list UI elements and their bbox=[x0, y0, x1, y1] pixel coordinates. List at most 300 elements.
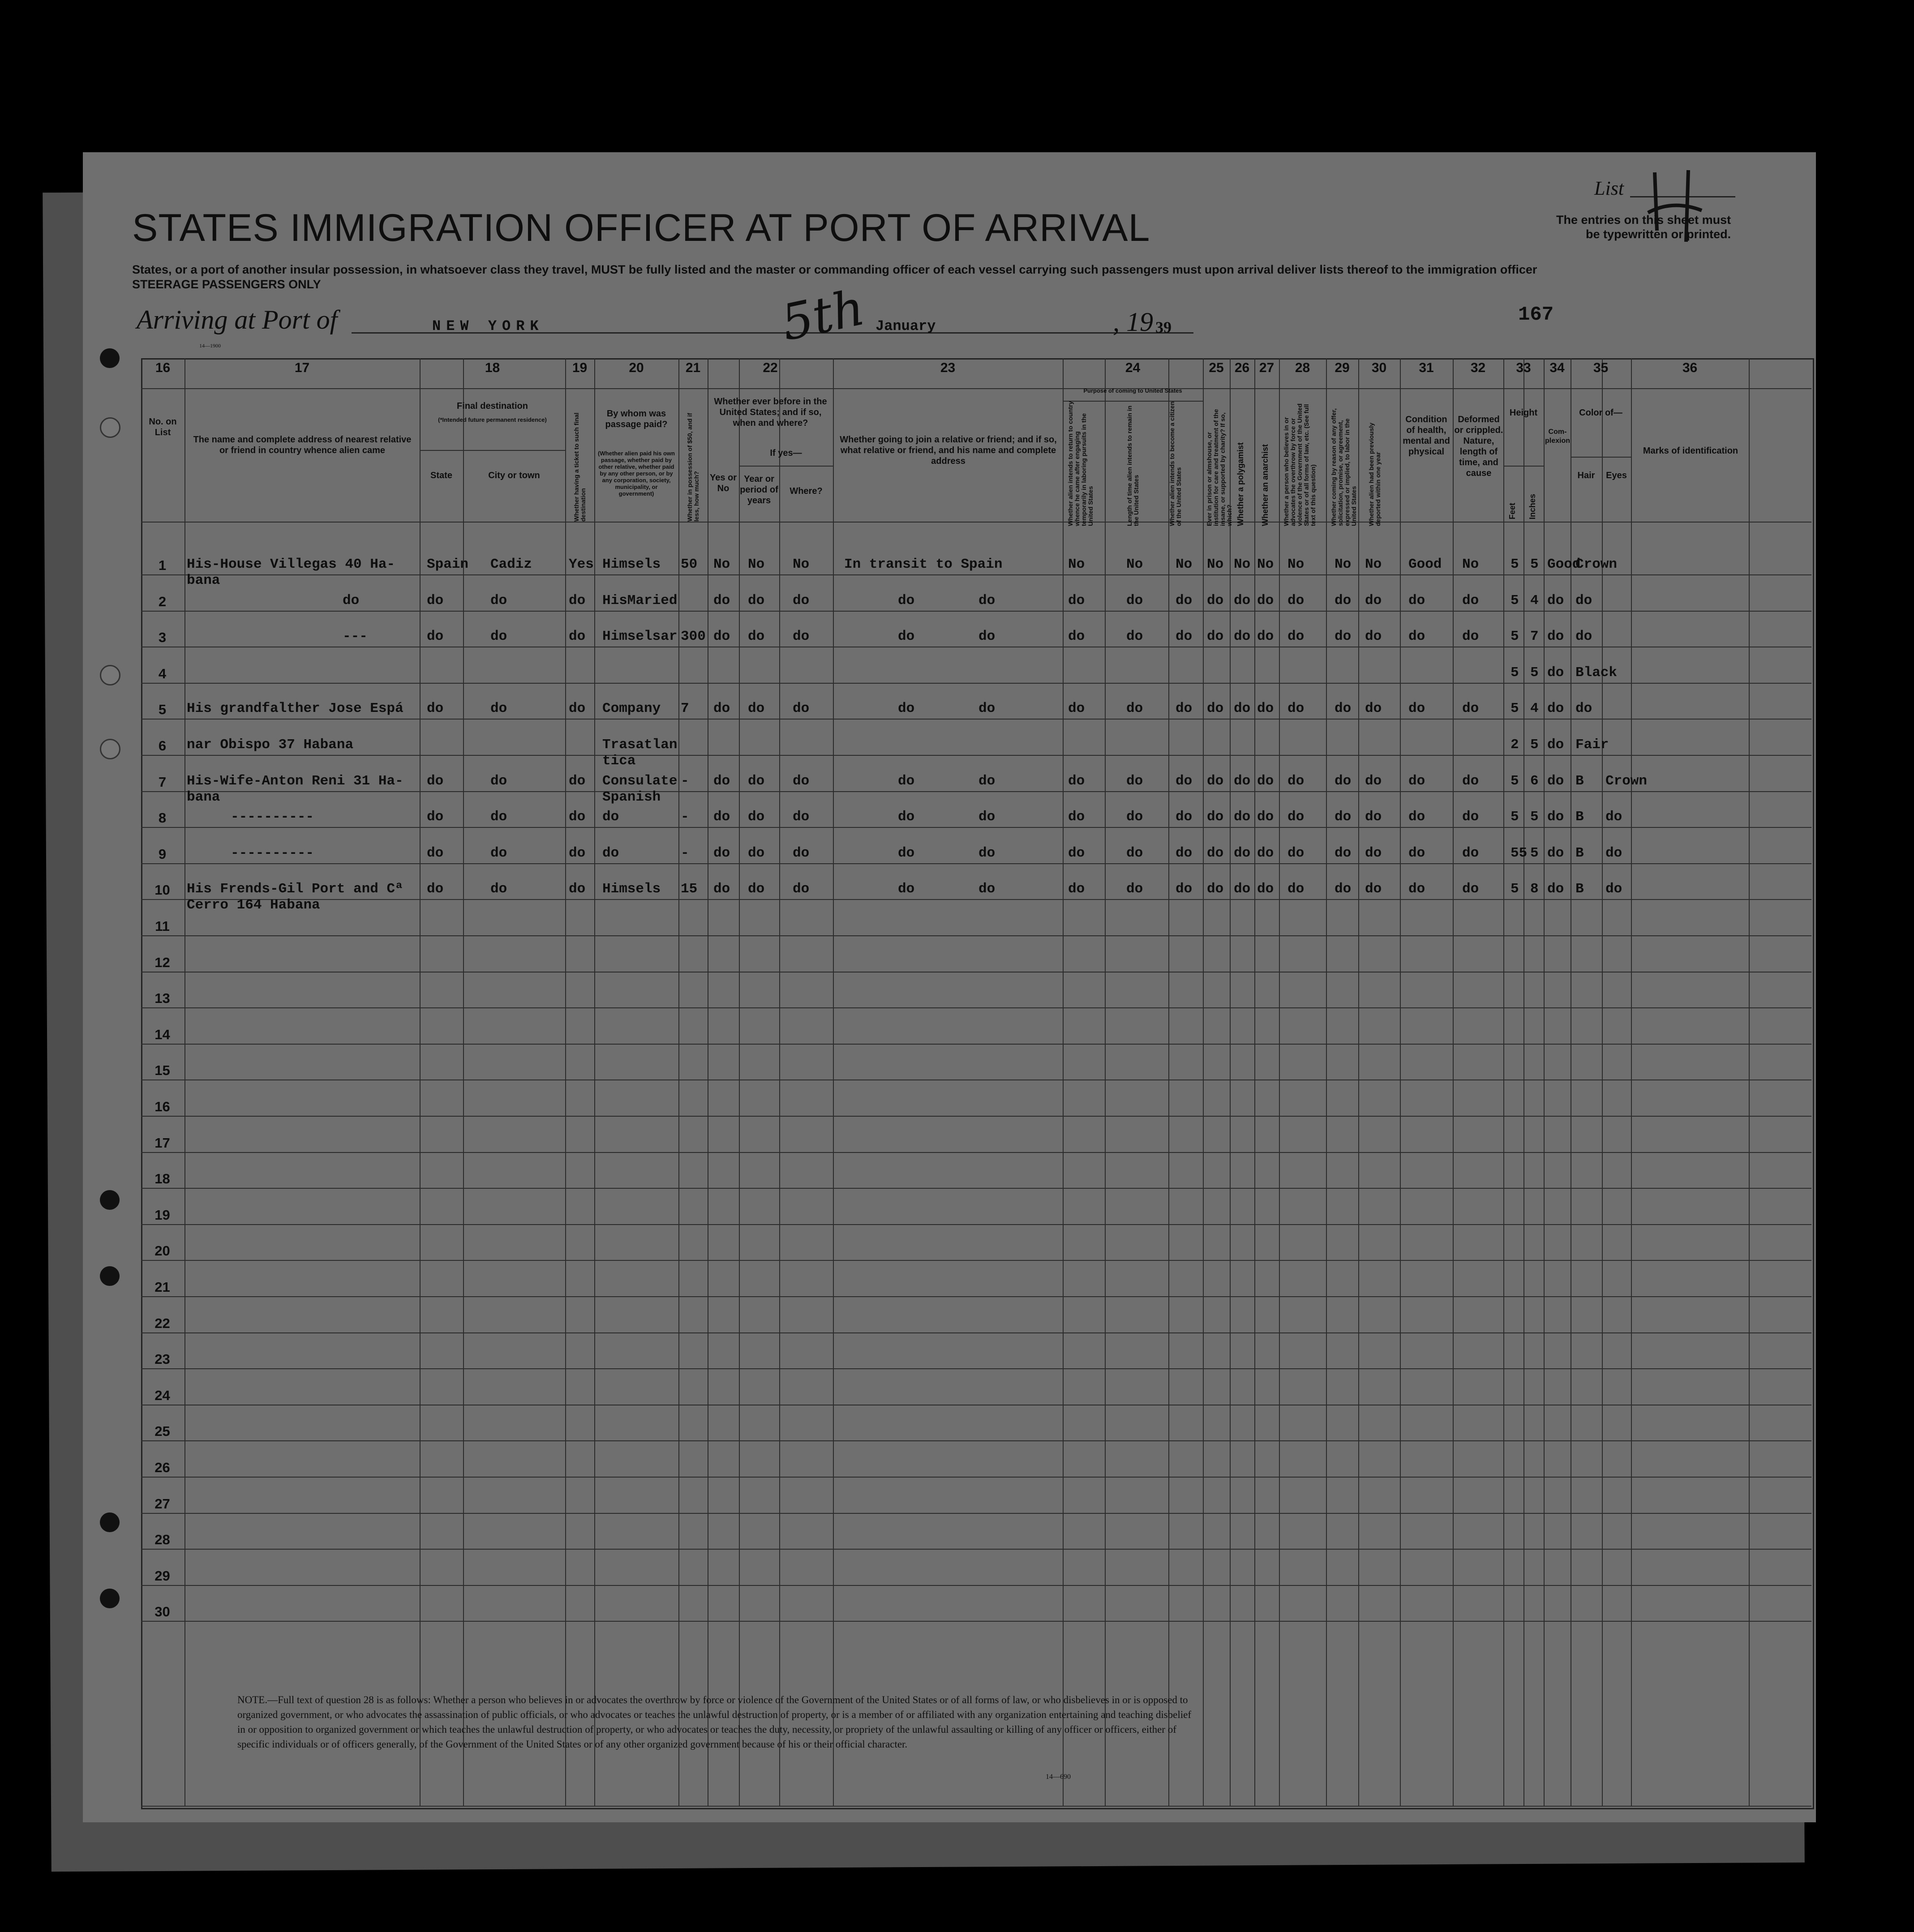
height-feet-cell: 5 bbox=[1511, 701, 1519, 716]
anarchist-cell: do bbox=[1257, 881, 1274, 897]
row-number: 15 bbox=[154, 1062, 170, 1078]
header-condition-health: Condition of health, mental and physical bbox=[1403, 415, 1450, 457]
labor-offer-cell: do bbox=[1335, 773, 1352, 789]
deformed-cell: do bbox=[1462, 809, 1479, 825]
before-us-cell: do bbox=[713, 593, 730, 608]
column-number: 19 bbox=[572, 360, 588, 375]
hair-cell: do bbox=[1575, 593, 1592, 608]
labor-offer-cell: No bbox=[1335, 557, 1352, 572]
purpose-citizen-cell: do bbox=[1176, 845, 1193, 861]
hair-cell: do bbox=[1575, 629, 1592, 644]
row-number: 10 bbox=[154, 882, 170, 898]
hair-cell: Fair bbox=[1575, 737, 1609, 753]
row-rule bbox=[141, 1044, 1811, 1045]
overthrow-cell: do bbox=[1287, 701, 1305, 716]
row-number: 19 bbox=[154, 1207, 170, 1223]
row-number: 14 bbox=[154, 1027, 170, 1042]
column-rule bbox=[594, 358, 595, 1807]
row-number: 5 bbox=[158, 702, 167, 717]
header-height: Height bbox=[1509, 408, 1538, 418]
name-cell: His grandfalther Jose Espá bbox=[187, 701, 403, 716]
column-number: 34 bbox=[1549, 360, 1565, 375]
join-relative-name-cell: do bbox=[978, 881, 996, 897]
year-cell: do bbox=[748, 809, 765, 825]
height-inches-cell: 5 bbox=[1530, 665, 1539, 681]
row-rule bbox=[141, 935, 1811, 936]
column-rule bbox=[1358, 358, 1359, 1807]
column-number: 18 bbox=[485, 360, 500, 375]
ticket-cell: do bbox=[569, 881, 586, 897]
height-inches-cell: 5 bbox=[1530, 845, 1539, 861]
column-rule bbox=[1279, 358, 1280, 1807]
name-cell: His-Wife-Anton Reni 31 Ha- bbox=[187, 773, 403, 789]
name-continuation: bana bbox=[187, 789, 220, 805]
city-cell: Cadiz bbox=[490, 557, 532, 572]
state-cell: do bbox=[427, 701, 444, 716]
purpose-length-cell: do bbox=[1126, 809, 1143, 825]
binder-hole bbox=[100, 348, 120, 368]
passage-cell: Company bbox=[602, 701, 661, 716]
row-number: 12 bbox=[154, 955, 170, 970]
column-number: 33 bbox=[1516, 360, 1531, 375]
state-cell: do bbox=[427, 845, 444, 861]
row-number: 1 bbox=[158, 557, 167, 573]
header-purpose-citizen: Whether alien intends to become a citizen of the United States bbox=[1168, 401, 1182, 526]
city-cell: do bbox=[490, 701, 507, 716]
overthrow-cell: do bbox=[1287, 845, 1305, 861]
column-number: 16 bbox=[155, 360, 171, 375]
column-rule bbox=[1544, 358, 1545, 1807]
deformed-cell: do bbox=[1462, 701, 1479, 716]
row-rule bbox=[141, 1332, 1811, 1333]
row-number: 11 bbox=[155, 918, 170, 934]
where-cell: do bbox=[793, 845, 810, 861]
overthrow-cell: do bbox=[1287, 593, 1305, 608]
column-rule bbox=[1523, 358, 1524, 1807]
header-nearest-relative: The name and complete address of nearest relative or friend in country whence alien came bbox=[193, 435, 412, 455]
money-cell: 15 bbox=[681, 881, 698, 897]
where-cell: do bbox=[793, 701, 810, 716]
column-number: 30 bbox=[1371, 360, 1387, 375]
overthrow-cell: do bbox=[1287, 881, 1305, 897]
hair-cell: do bbox=[1575, 701, 1592, 716]
health-cell: do bbox=[1408, 629, 1425, 644]
state-cell: do bbox=[427, 593, 444, 608]
money-cell: - bbox=[681, 809, 689, 825]
prison-cell: do bbox=[1207, 773, 1224, 789]
ticket-cell: do bbox=[569, 773, 586, 789]
city-cell: do bbox=[490, 845, 507, 861]
row-rule bbox=[141, 1368, 1811, 1369]
row-rule bbox=[141, 1549, 1811, 1550]
health-cell: do bbox=[1408, 593, 1425, 608]
year-cell: do bbox=[748, 845, 765, 861]
name-continuation: bana bbox=[187, 573, 220, 588]
health-cell: do bbox=[1408, 845, 1425, 861]
header-join-relative: Whether going to join a relative or friend; and if so, what relative or friend, and his name and complete address bbox=[840, 435, 1057, 466]
header-overthrow: Whether a person who believes in or advocates the overthrow by force or violence of the Government of the United States or of all forms of law, etc. (See full text of this question) bbox=[1283, 403, 1317, 526]
row-rule bbox=[141, 683, 1811, 684]
row-number: 23 bbox=[154, 1351, 170, 1367]
column-rule bbox=[779, 358, 780, 1807]
year-prefix: , 19 bbox=[1113, 307, 1153, 337]
ticket-cell: do bbox=[569, 629, 586, 644]
row-rule bbox=[141, 1585, 1811, 1586]
anarchist-cell: do bbox=[1257, 593, 1274, 608]
row-rule bbox=[141, 522, 1811, 523]
polygamist-cell: do bbox=[1234, 845, 1251, 861]
passage-cell: do bbox=[602, 845, 619, 861]
height-feet-cell: 5 bbox=[1511, 881, 1519, 897]
height-inches-cell: 5 bbox=[1530, 557, 1539, 572]
column-number: 20 bbox=[629, 360, 644, 375]
polygamist-cell: do bbox=[1234, 881, 1251, 897]
labor-offer-cell: do bbox=[1335, 701, 1352, 716]
passage-cell: Himselsar bbox=[602, 629, 678, 644]
row-number: 7 bbox=[158, 774, 167, 790]
year-cell: do bbox=[748, 881, 765, 897]
header-feet: Feet bbox=[1508, 502, 1517, 519]
overthrow-cell: do bbox=[1287, 773, 1305, 789]
ticket-cell: do bbox=[569, 809, 586, 825]
height-feet-cell: 5 bbox=[1511, 593, 1519, 608]
row-number: 25 bbox=[154, 1423, 170, 1439]
before-us-cell: do bbox=[713, 773, 730, 789]
passage-cell: do bbox=[602, 809, 619, 825]
column-rule bbox=[1203, 358, 1204, 1807]
labor-offer-cell: do bbox=[1335, 881, 1352, 897]
purpose-return-cell: do bbox=[1068, 881, 1085, 897]
year-cell: do bbox=[748, 593, 765, 608]
anarchist-cell: do bbox=[1257, 701, 1274, 716]
subheader-rule bbox=[420, 450, 565, 451]
row-number: 6 bbox=[158, 738, 167, 754]
header-city-town: City or town bbox=[488, 471, 540, 480]
where-cell: do bbox=[793, 809, 810, 825]
column-rule bbox=[1602, 358, 1603, 1807]
overthrow-cell: do bbox=[1287, 809, 1305, 825]
binder-hole bbox=[100, 1266, 120, 1286]
height-inches-cell: 4 bbox=[1530, 593, 1539, 608]
column-rule bbox=[1400, 358, 1401, 1807]
top-form-code: 14—1900 bbox=[199, 343, 221, 349]
column-rule bbox=[1749, 358, 1750, 1807]
join-relative-cell: do bbox=[898, 773, 915, 789]
money-cell: - bbox=[681, 845, 689, 861]
row-number: 30 bbox=[154, 1604, 170, 1619]
binder-hole bbox=[100, 1512, 120, 1532]
city-cell: do bbox=[490, 593, 507, 608]
join-relative-name-cell: do bbox=[978, 845, 996, 861]
height-feet-cell: 5 bbox=[1511, 809, 1519, 825]
polygamist-cell: do bbox=[1234, 593, 1251, 608]
purpose-citizen-cell: do bbox=[1176, 809, 1193, 825]
header-possession-50: Whether in possession of $50, and if less, how much? bbox=[686, 413, 700, 522]
subheader-rule bbox=[1503, 466, 1544, 467]
anarchist-cell: do bbox=[1257, 809, 1274, 825]
row-rule bbox=[141, 1806, 1811, 1807]
header-labor-offer: Whether coming by reason of any offer, solicitation, promise, or agreement, expressed or implied, to labor in the United States bbox=[1330, 408, 1357, 526]
city-cell: do bbox=[490, 773, 507, 789]
header-inches: Inches bbox=[1528, 493, 1537, 519]
arrival-day: 5th bbox=[776, 278, 870, 352]
row-rule bbox=[141, 1007, 1811, 1008]
row-number: 16 bbox=[154, 1099, 170, 1114]
year-cell: do bbox=[748, 773, 765, 789]
binder-hole bbox=[100, 417, 120, 438]
height-inches-cell: 6 bbox=[1530, 773, 1539, 789]
column-rule bbox=[1453, 358, 1454, 1807]
hair-cell: Black bbox=[1575, 665, 1618, 681]
purpose-citizen-cell: No bbox=[1176, 557, 1193, 572]
purpose-return-cell: do bbox=[1068, 629, 1085, 644]
header-prison-almshouse: Ever in prison or almshouse, or institution for care and treatment of the insane, or supported by charity? If so, which? bbox=[1206, 409, 1233, 526]
column-number: 31 bbox=[1419, 360, 1434, 375]
purpose-length-cell: do bbox=[1126, 845, 1143, 861]
labor-offer-cell: do bbox=[1335, 593, 1352, 608]
purpose-return-cell: do bbox=[1068, 773, 1085, 789]
name-cell: ---------- bbox=[231, 809, 314, 825]
row-rule bbox=[141, 899, 1811, 900]
height-feet-cell: 5 bbox=[1511, 773, 1519, 789]
city-cell: do bbox=[490, 629, 507, 644]
row-number: 24 bbox=[154, 1388, 170, 1403]
before-us-cell: do bbox=[713, 701, 730, 716]
header-year-period: Year or period of years bbox=[740, 474, 778, 505]
header-deported: Whether alien had been previously deported within one year bbox=[1368, 422, 1382, 526]
purpose-length-cell: do bbox=[1126, 881, 1143, 897]
complexion-cell: Good bbox=[1547, 557, 1581, 572]
prison-cell: do bbox=[1207, 593, 1224, 608]
height-inches-cell: 7 bbox=[1530, 629, 1539, 644]
complexion-cell: do bbox=[1547, 881, 1564, 897]
passage-cell: Trasatlan bbox=[602, 737, 678, 753]
state-cell: do bbox=[427, 629, 444, 644]
name-cell: His Frends-Gil Port and Cª bbox=[187, 881, 403, 897]
header-state: State bbox=[430, 471, 452, 480]
deported-cell: do bbox=[1365, 809, 1382, 825]
binder-hole bbox=[100, 1190, 120, 1210]
column-number: 22 bbox=[763, 360, 778, 375]
row-rule bbox=[141, 1152, 1811, 1153]
year-cell: do bbox=[748, 629, 765, 644]
hair-cell: B bbox=[1575, 881, 1584, 897]
complexion-cell: do bbox=[1547, 665, 1564, 681]
column-rule bbox=[1105, 358, 1106, 1807]
column-number: 17 bbox=[294, 360, 310, 375]
passage-cell: Consulate bbox=[602, 773, 678, 789]
row-rule bbox=[141, 574, 1811, 575]
labor-offer-cell: do bbox=[1335, 629, 1352, 644]
entries-instruction bbox=[1556, 213, 1731, 241]
column-rule bbox=[1230, 358, 1231, 1807]
polygamist-cell: No bbox=[1234, 557, 1251, 572]
height-feet-cell: 55 bbox=[1511, 845, 1528, 861]
health-cell: do bbox=[1408, 701, 1425, 716]
deformed-cell: do bbox=[1462, 629, 1479, 644]
prison-cell: do bbox=[1207, 809, 1224, 825]
form-title: STATES IMMIGRATION OFFICER AT PORT OF ARRIVAL bbox=[132, 206, 1150, 249]
before-us-cell: do bbox=[713, 881, 730, 897]
row-number: 13 bbox=[154, 990, 170, 1006]
bottom-form-code: 14—690 bbox=[1046, 1773, 1071, 1781]
column-rule bbox=[1063, 358, 1064, 1807]
column-number: 23 bbox=[940, 360, 956, 375]
deformed-cell: do bbox=[1462, 881, 1479, 897]
row-number: 17 bbox=[154, 1135, 170, 1151]
money-cell: - bbox=[681, 773, 689, 789]
complexion-cell: do bbox=[1547, 809, 1564, 825]
row-rule bbox=[141, 863, 1811, 864]
port-value: NEW YORK bbox=[432, 318, 544, 334]
header-final-destination-note: (*Intended future permanent residence) bbox=[438, 416, 547, 423]
column-rule bbox=[678, 358, 679, 1807]
row-number: 21 bbox=[154, 1279, 170, 1295]
money-cell: 7 bbox=[681, 701, 689, 716]
join-relative-cell: do bbox=[898, 629, 915, 644]
row-rule bbox=[141, 827, 1811, 828]
deported-cell: No bbox=[1365, 557, 1382, 572]
row-rule bbox=[141, 1116, 1811, 1117]
deported-cell: do bbox=[1365, 701, 1382, 716]
money-cell: 50 bbox=[681, 557, 698, 572]
anarchist-cell: do bbox=[1257, 773, 1274, 789]
height-inches-cell: 8 bbox=[1530, 881, 1539, 897]
form-notice: States, or a port of another insular possession, in whatsoever class they travel, MUST be fully listed and the master or commanding officer of each vessel carrying such passengers must upon arrival deliver lists thereof to the immigration officer bbox=[132, 263, 1537, 276]
complexion-cell: do bbox=[1547, 701, 1564, 716]
health-cell: do bbox=[1408, 809, 1425, 825]
join-relative-name-cell: do bbox=[978, 809, 996, 825]
column-number: 29 bbox=[1335, 360, 1350, 375]
before-us-cell: do bbox=[713, 845, 730, 861]
eyes-cell: do bbox=[1605, 881, 1622, 897]
row-number: 2 bbox=[158, 594, 167, 609]
header-marks-identification: Marks of identification bbox=[1643, 446, 1738, 456]
row-number: 3 bbox=[158, 630, 167, 645]
row-number: 20 bbox=[154, 1243, 170, 1259]
polygamist-cell: do bbox=[1234, 773, 1251, 789]
height-feet-cell: 5 bbox=[1511, 557, 1519, 572]
passage-cell: Himsels bbox=[602, 881, 661, 897]
column-rule bbox=[1326, 358, 1327, 1807]
join-relative-cell: In transit to Spain bbox=[844, 557, 1003, 572]
prison-cell: do bbox=[1207, 629, 1224, 644]
height-inches-cell: 4 bbox=[1530, 701, 1539, 716]
complexion-cell: do bbox=[1547, 773, 1564, 789]
deported-cell: do bbox=[1365, 593, 1382, 608]
deported-cell: do bbox=[1365, 773, 1382, 789]
subheader-rule bbox=[739, 466, 833, 467]
health-cell: do bbox=[1408, 881, 1425, 897]
header-ticket: Whether having a ticket to such final destination bbox=[573, 412, 587, 522]
where-cell: do bbox=[793, 881, 810, 897]
purpose-citizen-cell: do bbox=[1176, 593, 1193, 608]
row-rule bbox=[141, 1477, 1811, 1478]
column-number: 36 bbox=[1682, 360, 1698, 375]
header-hair: Hair bbox=[1577, 471, 1595, 480]
header-if-yes: If yes— bbox=[770, 448, 802, 458]
row-rule bbox=[141, 1440, 1811, 1441]
row-rule bbox=[141, 791, 1811, 792]
passage-continuation: Spanish bbox=[602, 789, 661, 805]
column-number: 27 bbox=[1259, 360, 1275, 375]
purpose-length-cell: do bbox=[1126, 629, 1143, 644]
polygamist-cell: do bbox=[1234, 701, 1251, 716]
header-color-of: Color of— bbox=[1579, 408, 1622, 418]
join-relative-name-cell: do bbox=[978, 773, 996, 789]
column-rule bbox=[420, 358, 421, 1807]
row-number: 9 bbox=[158, 846, 167, 862]
row-rule bbox=[141, 719, 1811, 720]
ticket-cell: do bbox=[569, 593, 586, 608]
labor-offer-cell: do bbox=[1335, 845, 1352, 861]
deformed-cell: do bbox=[1462, 845, 1479, 861]
purpose-return-cell: do bbox=[1068, 809, 1085, 825]
manifest-sheet bbox=[83, 152, 1816, 1822]
arrival-month: January bbox=[875, 318, 936, 334]
purpose-length-cell: do bbox=[1126, 773, 1143, 789]
before-us-cell: do bbox=[713, 629, 730, 644]
purpose-length-cell: do bbox=[1126, 593, 1143, 608]
purpose-return-cell: do bbox=[1068, 701, 1085, 716]
column-number: 24 bbox=[1125, 360, 1141, 375]
name-cell: do bbox=[343, 593, 360, 608]
prison-cell: No bbox=[1207, 557, 1224, 572]
purpose-citizen-cell: do bbox=[1176, 881, 1193, 897]
prison-cell: do bbox=[1207, 881, 1224, 897]
health-cell: Good bbox=[1408, 557, 1442, 572]
subheader-rule bbox=[1571, 457, 1631, 458]
row-number: 22 bbox=[154, 1315, 170, 1331]
header-passage-paid-note: (Whether alien paid his own passage, whether paid by other relative, whether paid by any other person, or by any corporation, society, municipality, or government) bbox=[598, 450, 675, 497]
column-number: 25 bbox=[1209, 360, 1224, 375]
purpose-return-cell: No bbox=[1068, 557, 1085, 572]
row-rule bbox=[141, 1296, 1811, 1297]
name-cell: nar Obispo 37 Habana bbox=[187, 737, 354, 753]
header-polygamist: Whether a polygamist bbox=[1236, 442, 1245, 526]
anarchist-cell: do bbox=[1257, 845, 1274, 861]
year-suffix: 39 bbox=[1155, 318, 1172, 336]
join-relative-cell: do bbox=[898, 701, 915, 716]
column-rule bbox=[1168, 358, 1169, 1807]
name-cell: --- bbox=[343, 629, 368, 644]
year-cell: No bbox=[748, 557, 765, 572]
join-relative-cell: do bbox=[898, 809, 915, 825]
header-before-in-us: Whether ever before in the United States; and if so, when and where? bbox=[714, 397, 827, 428]
complexion-cell: do bbox=[1547, 737, 1564, 753]
deformed-cell: No bbox=[1462, 557, 1479, 572]
ticket-cell: do bbox=[569, 845, 586, 861]
header-yes-no: Yes or No bbox=[709, 473, 737, 493]
column-rule bbox=[833, 358, 834, 1807]
row-number: 26 bbox=[154, 1460, 170, 1475]
entries-line-2: be typewritten or printed. bbox=[1586, 227, 1731, 241]
state-cell: Spain bbox=[427, 557, 469, 572]
manifest-table bbox=[141, 358, 1814, 1809]
join-relative-cell: do bbox=[898, 593, 915, 608]
complexion-cell: do bbox=[1547, 593, 1564, 608]
header-deformed: Deformed or crippled. Nature, length of time, and cause bbox=[1454, 415, 1503, 478]
overthrow-cell: No bbox=[1287, 557, 1305, 572]
column-rule bbox=[1254, 358, 1255, 1807]
passage-continuation: tica bbox=[602, 753, 636, 769]
column-number: 32 bbox=[1470, 360, 1486, 375]
binder-hole bbox=[100, 739, 120, 759]
eyes-cell: do bbox=[1605, 809, 1622, 825]
passage-cell: Himsels bbox=[602, 557, 661, 572]
row-number: 4 bbox=[158, 666, 167, 681]
hair-cell: B bbox=[1575, 773, 1584, 789]
